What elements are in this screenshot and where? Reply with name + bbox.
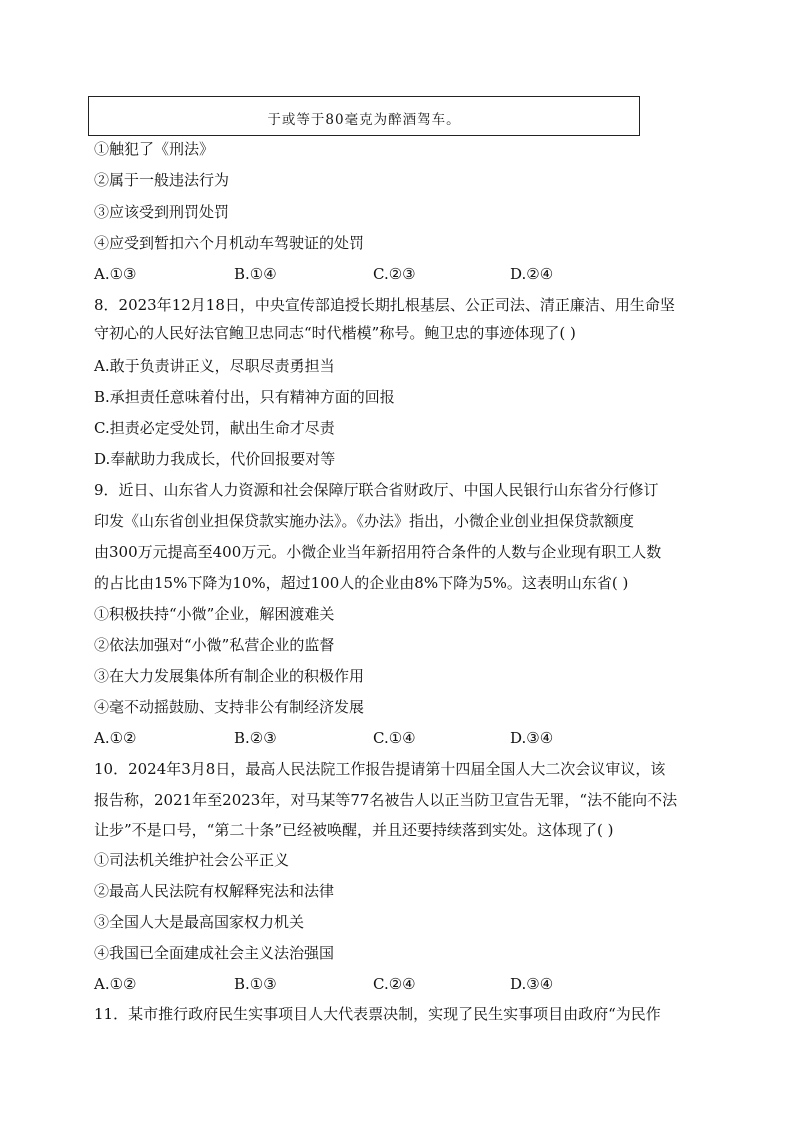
- q10-item-1: ①司法机关维护社会公平正义: [94, 851, 290, 869]
- q9-option-d: D.③④: [510, 729, 554, 747]
- q9-option-c: C.①④: [373, 729, 416, 747]
- q10-stem-line-3: 让步”不是口号，“第二十条”已经被唤醒，并且还要持续落到实处。这体现了( ): [94, 821, 614, 839]
- q10-option-c: C.②④: [373, 975, 416, 993]
- q11-stem-line-1: 11．某市推行政府民生实事项目人大代表票决制，实现了民生实事项目由政府“为民作: [94, 1005, 661, 1023]
- q9-item-3: ③在大力发展集体所有制企业的积极作用: [94, 667, 365, 685]
- q7-option-a: A.①③: [94, 265, 137, 283]
- quoted-material-text: 于或等于80毫克为醉酒驾车。: [267, 112, 461, 128]
- q9-item-4: ④毫不动摇鼓励、支持非公有制经济发展: [94, 698, 365, 716]
- q8-choice-c: C.担责必定受处罚，献出生命才尽责: [94, 419, 335, 437]
- q10-option-b: B.①③: [234, 975, 277, 993]
- q7-option-b: B.①④: [234, 265, 277, 283]
- q10-option-d: D.③④: [510, 975, 554, 993]
- q8-choice-a: A.敢于负责讲正义，尽职尽责勇担当: [94, 357, 335, 375]
- q8-choice-b: B.承担责任意味着付出，只有精神方面的回报: [94, 388, 395, 406]
- q8-stem-line-2: 守初心的人民好法官鲍卫忠同志“时代楷模”称号。鲍卫忠的事迹体现了( ): [94, 324, 576, 342]
- q7-item-4: ④应受到暂扣六个月机动车驾驶证的处罚: [94, 234, 365, 252]
- q7-options: [94, 264, 694, 284]
- q8-stem-line-1: 8．2023年12月18日，中央宣传部追授长期扎根基层、公正司法、清正廉洁、用生命坚: [94, 296, 675, 314]
- q7-option-c: C.②③: [373, 265, 416, 283]
- q10-stem-line-1: 10．2024年3月8日，最高人民法院工作报告提请第十四届全国人大二次会议审议，该: [94, 760, 666, 778]
- q9-option-b: B.②③: [234, 729, 277, 747]
- q7-option-d: D.②④: [510, 265, 554, 283]
- q10-stem-line-2: 报告称，2021年至2023年，对马某等77名被告人以正当防卫宣告无罪，“法不能向不法: [94, 791, 678, 809]
- q10-item-4: ④我国已全面建成社会主义法治强国: [94, 944, 335, 962]
- q9-item-1: ①积极扶持“小微”企业，解困渡难关: [94, 605, 335, 623]
- q9-stem-line-1: 9．近日、山东省人力资源和社会保障厅联合省财政厅、中国人民银行山东省分行修订: [94, 481, 659, 499]
- q10-item-3: ③全国人大是最高国家权力机关: [94, 913, 305, 931]
- q10-option-a: A.①②: [94, 975, 137, 993]
- q9-options: [94, 728, 694, 748]
- q7-item-3: ③应该受到刑罚处罚: [94, 203, 230, 221]
- q8-choice-d: D.奉献助力我成长，代价回报要对等: [94, 450, 336, 468]
- q9-stem-line-4: 的占比由15%下降为10%，超过100人的企业由8%下降为5%。这表明山东省( ): [94, 574, 629, 592]
- q10-item-2: ②最高人民法院有权解释宪法和法律: [94, 882, 335, 900]
- quoted-material-box: [88, 96, 640, 136]
- q9-option-a: A.①②: [94, 729, 137, 747]
- q10-options: [94, 974, 694, 994]
- q9-item-2: ②依法加强对“小微”私营企业的监督: [94, 636, 335, 654]
- q7-item-1: ①触犯了《刑法》: [94, 140, 215, 158]
- q9-stem-line-3: 由300万元提高至400万元。小微企业当年新招用符合条件的人数与企业现有职工人数: [94, 543, 662, 561]
- q7-item-2: ②属于一般违法行为: [94, 171, 230, 189]
- q9-stem-line-2: 印发《山东省创业担保贷款实施办法》。《办法》指出，小微企业创业担保贷款额度: [94, 512, 635, 530]
